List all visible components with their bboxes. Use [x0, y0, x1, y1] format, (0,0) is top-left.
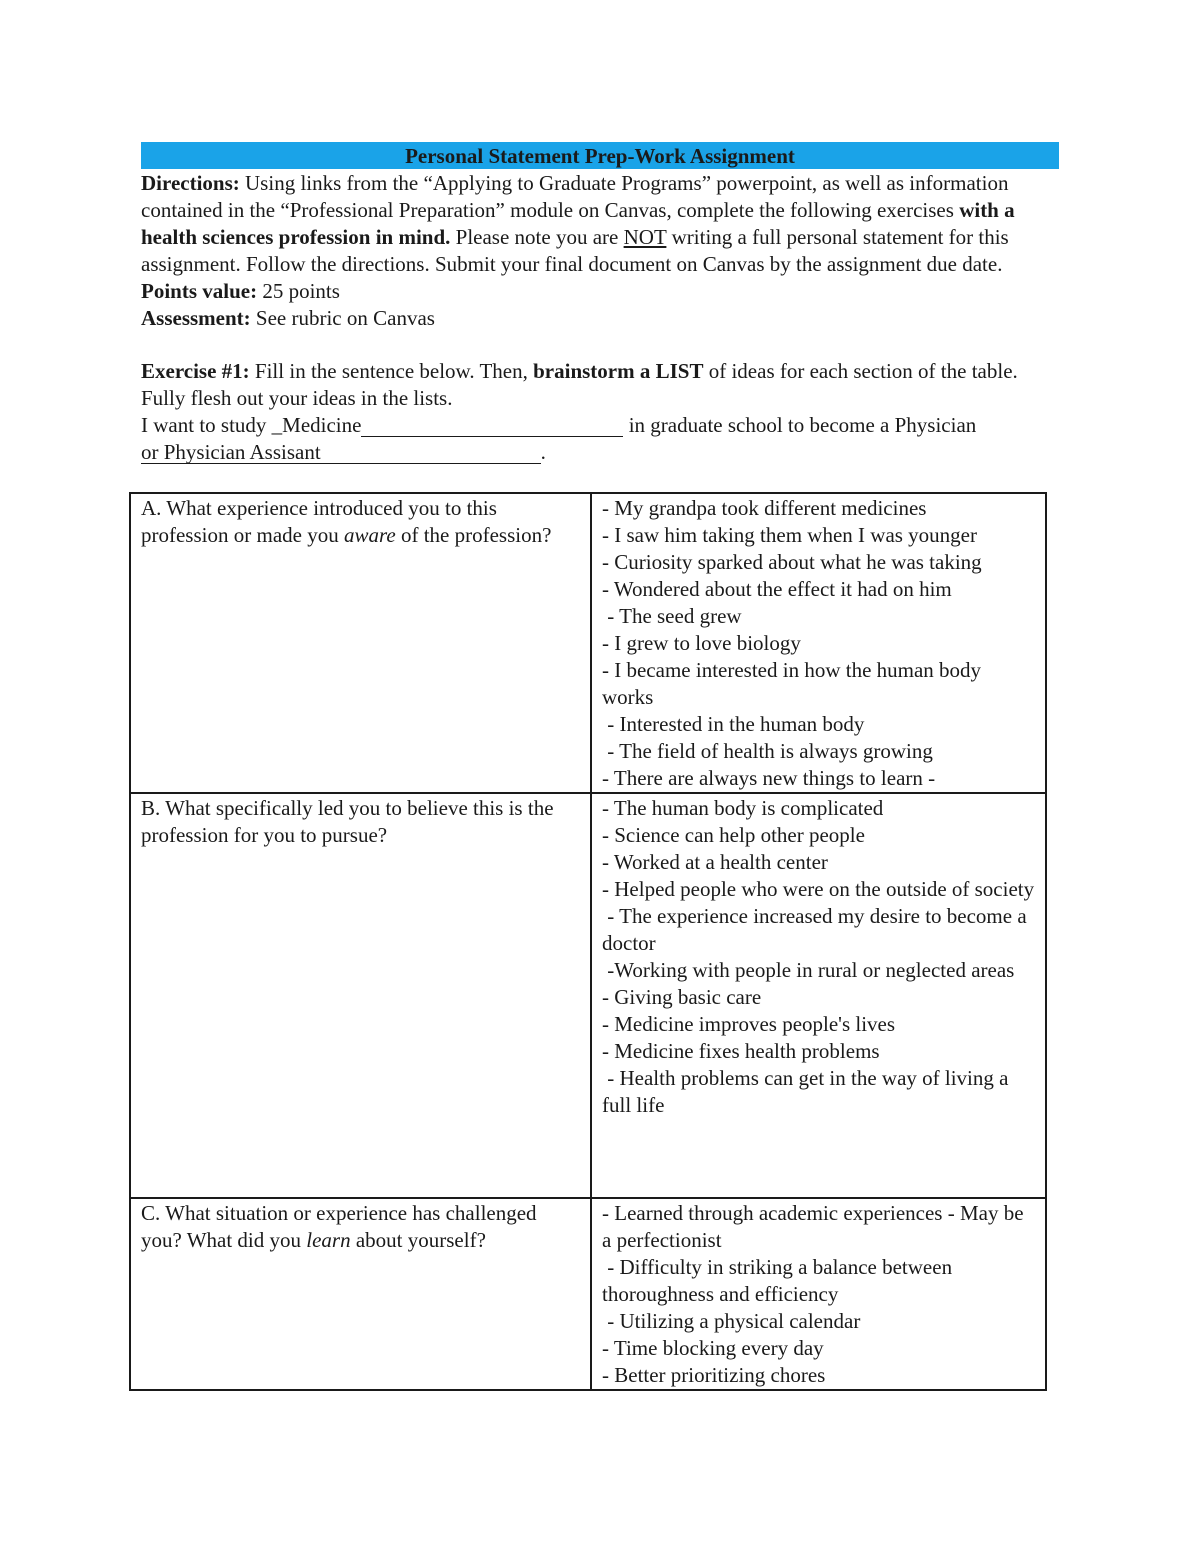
study-sentence-line-1 [141, 412, 1059, 439]
question-c-emphasis: learn [306, 1228, 351, 1252]
table-row [130, 493, 1046, 793]
directions-text-2: Please note you are [450, 225, 624, 249]
question-cell-b [130, 793, 591, 1198]
list-item: - I became interested in how the human body works [602, 658, 987, 709]
question-c-text-1: C. What situation or experience has challenged you? What did you [141, 1201, 537, 1252]
assignment-title: Personal Statement Prep-Work Assignment [141, 142, 1059, 169]
answer-cell-b[interactable] [591, 793, 1046, 1198]
list-item: - Learned through academic experiences - May be a perfectionist [602, 1201, 1029, 1252]
list-item: - Giving basic care [602, 985, 762, 1009]
directions-paragraph [141, 170, 1059, 278]
assessment-value: See rubric on Canvas [250, 306, 435, 330]
list-item: - Wondered about the effect it had on him [602, 577, 952, 601]
question-a-emphasis: aware [343, 523, 396, 547]
list-item: - Utilizing a physical calendar [602, 1309, 861, 1333]
table-row [130, 793, 1046, 1198]
answer-cell-a[interactable] [591, 493, 1046, 793]
directions-text-1: Using links from the “Applying to Graduate Programs” powerpoint, as well as information contained in the “Professional Preparation” module on Canvas, complete the following exercises [141, 171, 1009, 222]
list-item: - Interested in the human body [602, 712, 865, 736]
list-item: - The human body is complicated [602, 796, 884, 820]
directions-label: Directions: [141, 171, 240, 195]
study-blank [361, 414, 623, 437]
exercise-paragraph [141, 358, 1059, 412]
question-cell-a [130, 493, 591, 793]
list-item: - My grandpa took different medicines [602, 496, 927, 520]
question-c-text-2: about yourself? [350, 1228, 486, 1252]
list-item: - Curiosity sparked about what he was taking [602, 550, 982, 574]
list-item: - Science can help other people [602, 823, 865, 847]
exercise-bold: brainstorm a LIST [533, 359, 704, 383]
assessment-line [141, 305, 1059, 332]
directions-not: NOT [623, 225, 667, 249]
list-item: - Difficulty in striking a balance between thoroughness and efficiency [602, 1255, 958, 1306]
list-item: - I grew to love biology [602, 631, 801, 655]
list-item: - Time blocking every day [602, 1336, 824, 1360]
list-item: - I saw him taking them when I was younger [602, 523, 977, 547]
study-blank-2 [141, 441, 541, 464]
list-item: - The field of health is always growing [602, 739, 933, 763]
list-item: - Helped people who were on the outside of society [602, 877, 1035, 901]
exercise-text-2: of ideas for each section of the table. Fully flesh out your ideas in the lists. [141, 359, 1018, 410]
list-item: - There are always new things to learn - [602, 766, 936, 790]
intro-section [141, 170, 1059, 466]
list-item: -Working with people in rural or neglected areas [602, 958, 1015, 982]
study-sentence-middle: in graduate school to become a Physician [623, 413, 977, 437]
list-item: - Worked at a health center [602, 850, 828, 874]
study-period: . [540, 440, 546, 464]
directions-bold: with a health sciences profession in mind. [141, 198, 1015, 249]
table-row [130, 1198, 1046, 1390]
list-item: - Better prioritizing chores [602, 1363, 826, 1387]
directions-text-3: writing a full personal statement for this assignment. Follow the directions. Submit your final document on Canvas by the assignment due date. [141, 225, 1009, 276]
answer-cell-c[interactable] [591, 1198, 1046, 1390]
list-item: - Health problems can get in the way of living a full life [602, 1066, 1014, 1117]
points-value: 25 points [257, 279, 340, 303]
spacer [141, 332, 1059, 358]
list-item: - Medicine fixes health problems [602, 1039, 880, 1063]
list-item: - The seed grew [602, 604, 742, 628]
exercise-label: Exercise #1: [141, 359, 250, 383]
question-b-text: B. What specifically led you to believe this is the profession for you to pursue? [141, 796, 554, 847]
points-label: Points value: [141, 279, 258, 303]
exercise-text-1: Fill in the sentence below. Then, [249, 359, 534, 383]
points-line [141, 278, 1059, 305]
question-a-text-1: A. What experience introduced you to this profession or made you [141, 496, 497, 547]
study-sentence-start: I want to study _Medicine [141, 413, 362, 437]
brainstorm-table [129, 492, 1047, 1391]
question-cell-c [130, 1198, 591, 1390]
study-sentence-line-2 [141, 439, 1059, 466]
assessment-label: Assessment: [141, 306, 251, 330]
list-item: - The experience increased my desire to become a doctor [602, 904, 1032, 955]
question-a-text-2: of the profession? [395, 523, 552, 547]
study-sentence-end-text: or Physician Assisant [141, 440, 321, 464]
list-item: - Medicine improves people's lives [602, 1012, 896, 1036]
